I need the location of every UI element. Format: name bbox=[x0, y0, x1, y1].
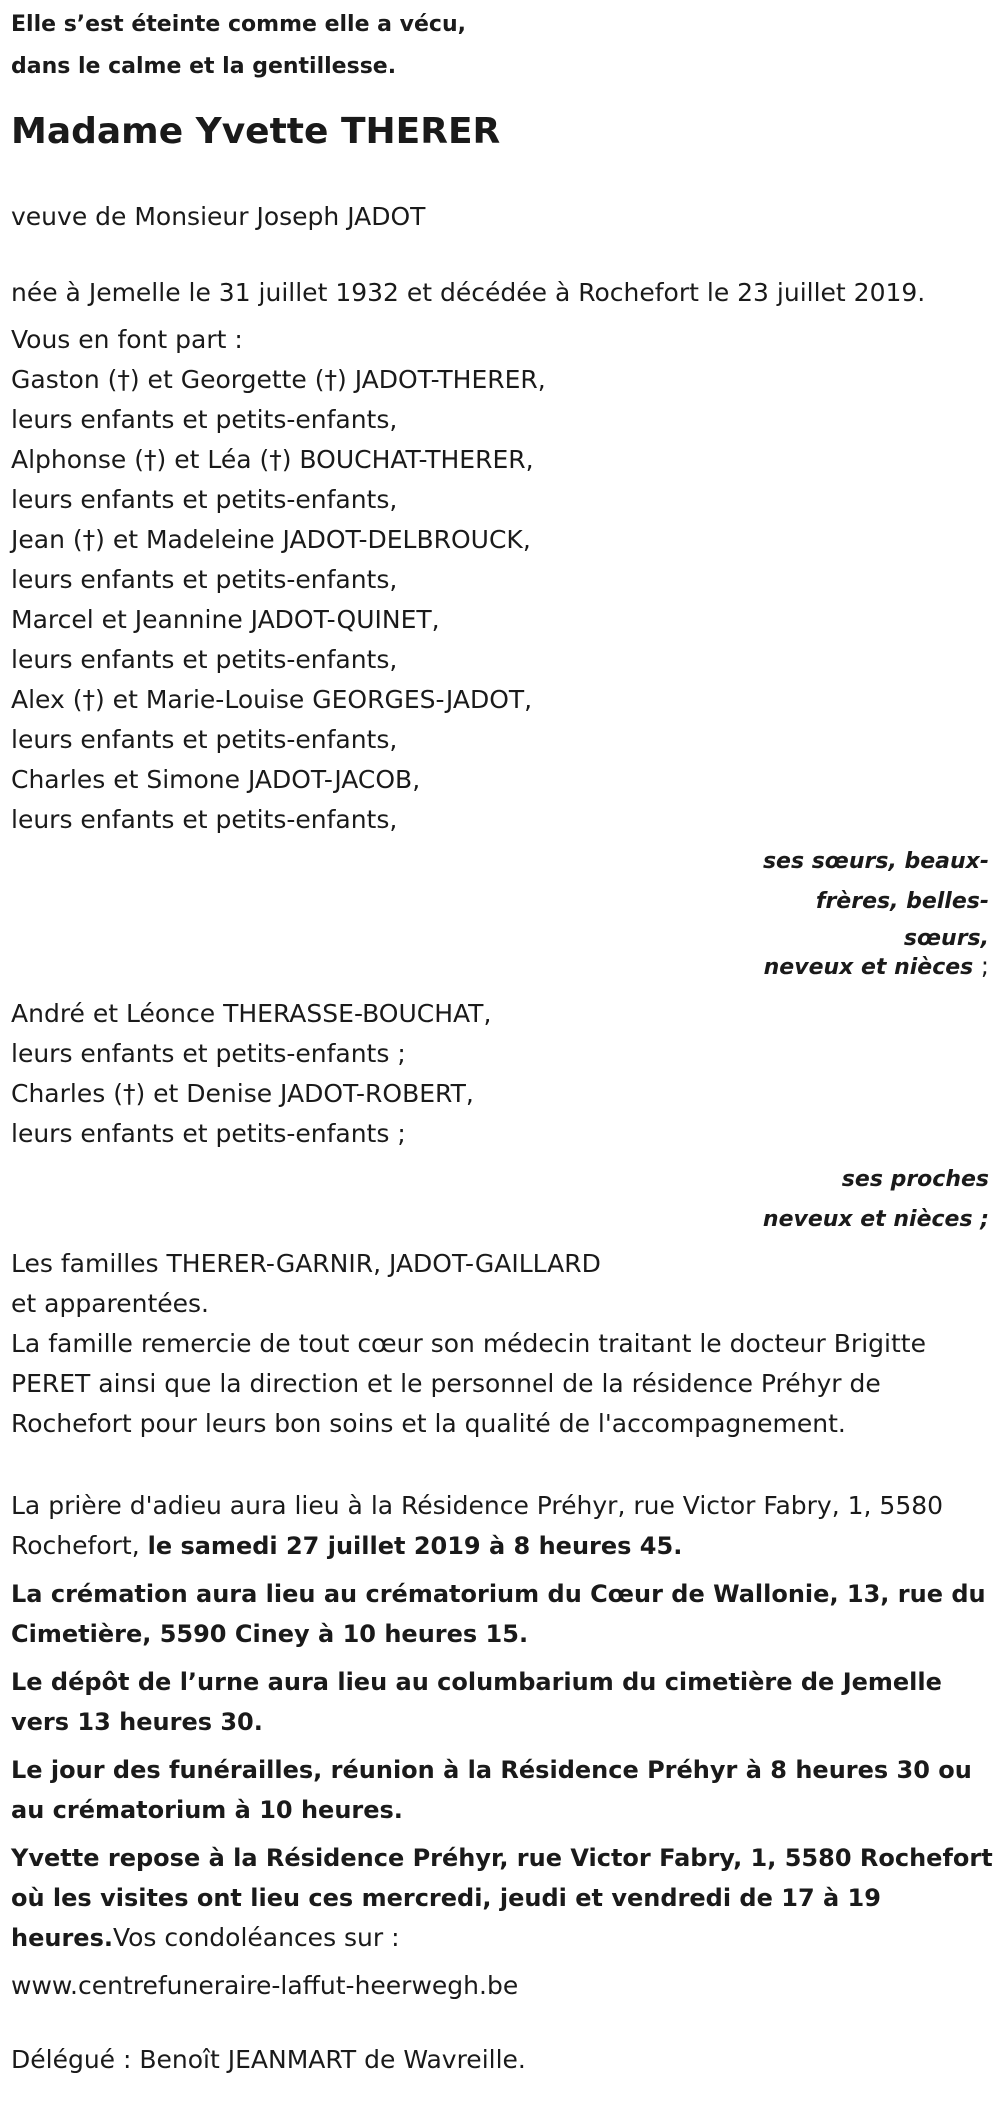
condolences-text: Vos condoléances sur : bbox=[112, 1923, 400, 1952]
relatives-list-2 bbox=[11, 994, 996, 1154]
relation-label-siblings bbox=[11, 842, 996, 984]
announce-line: Marcel et Jeannine JADOT-QUINET, bbox=[11, 605, 440, 634]
announce-line: Vous en font part : bbox=[11, 325, 243, 354]
intro-line-2: dans le calme et la gentillesse. bbox=[11, 54, 397, 79]
prayer-date: le samedi 27 juillet 2019 à 8 heures 45. bbox=[147, 1532, 683, 1560]
announce-line: leurs enfants et petits-enfants, bbox=[11, 485, 398, 514]
relatives-line: Charles (†) et Denise JADOT-ROBERT, bbox=[11, 1079, 474, 1108]
relation-punct: ; bbox=[973, 952, 989, 980]
meeting-paragraph: Le jour des funérailles, réunion à la Résidence Préhyr à 8 heures 30 ou au crématorium à 10 heures. bbox=[11, 1756, 972, 1824]
relation-line: ses proches bbox=[841, 1167, 989, 1192]
delegate-line: Délégué : Benoît JEANMART de Wavreille. bbox=[11, 2045, 526, 2074]
intro-line-1: Elle s’est éteinte comme elle a vécu, bbox=[11, 12, 466, 37]
announce-line: Alphonse (†) et Léa (†) BOUCHAT-THERER, bbox=[11, 445, 534, 474]
relation-line: sœurs, bbox=[903, 926, 989, 951]
urn-paragraph: Le dépôt de l’urne aura lieu au columbarium du cimetière de Jemelle vers 13 heures 30. bbox=[11, 1668, 942, 1736]
prayer-paragraph bbox=[11, 1486, 996, 1566]
announce-line: leurs enfants et petits-enfants, bbox=[11, 645, 398, 674]
families-line: Les familles THERER-GARNIR, JADOT-GAILLARD bbox=[11, 1249, 601, 1278]
relation-line: ses sœurs, beaux- bbox=[762, 849, 989, 874]
relatives-line: leurs enfants et petits-enfants ; bbox=[11, 1119, 406, 1148]
obituary-notice bbox=[11, 0, 996, 2080]
deceased-name: Madame Yvette THERER bbox=[11, 111, 501, 152]
relation-line bbox=[11, 950, 989, 984]
widow-of: veuve de Monsieur Joseph JADOT bbox=[11, 202, 426, 231]
relatives-line: André et Léonce THERASSE-BOUCHAT, bbox=[11, 999, 492, 1028]
announce-line: leurs enfants et petits-enfants, bbox=[11, 565, 398, 594]
announce-line: leurs enfants et petits-enfants, bbox=[11, 405, 398, 434]
prayer-text: La prière d'adieu aura lieu à la Résidence Préhyr, rue Victor Fabry, 1, 5580 Rochefort, bbox=[11, 1491, 944, 1560]
announce-line: Charles et Simone JADOT-JACOB, bbox=[11, 765, 421, 794]
announce-line: leurs enfants et petits-enfants, bbox=[11, 805, 398, 834]
relation-line: frères, belles- bbox=[815, 889, 989, 914]
relation-line: neveux et nièces ; bbox=[762, 1207, 989, 1232]
condolences-website-link[interactable]: www.centrefuneraire-laffut-heerwegh.be bbox=[11, 1971, 519, 2000]
relation-text: neveux et nièces bbox=[763, 955, 974, 980]
birth-death-line: née à Jemelle le 31 juillet 1932 et décédée à Rochefort le 23 juillet 2019. bbox=[11, 278, 926, 307]
cremation-paragraph: La crémation aura lieu au crématorium du Cœur de Wallonie, 13, rue du Cimetière, 5590 Ciney à 10 heures 15. bbox=[11, 1580, 986, 1648]
thanks-paragraph: La famille remercie de tout cœur son médecin traitant le docteur Brigitte PERET ainsi que la direction et le personnel de la résidence Préhyr de Rochefort pour leurs bon soins et la qualité de l'accompagnement. bbox=[11, 1329, 926, 1438]
announce-line: Gaston (†) et Georgette (†) JADOT-THERER, bbox=[11, 365, 546, 394]
announcement-list bbox=[11, 320, 996, 840]
families-list bbox=[11, 1244, 996, 1324]
rest-text: Yvette repose à la Résidence Préhyr, rue Victor Fabry, 1, 5580 Rochefort où les visites ont lieu ces mercredi, jeudi et vendredi de 17 à 19 heures. bbox=[11, 1844, 993, 1952]
relatives-line: leurs enfants et petits-enfants ; bbox=[11, 1039, 406, 1068]
announce-line: Alex (†) et Marie-Louise GEORGES-JADOT, bbox=[11, 685, 533, 714]
families-line: et apparentées. bbox=[11, 1289, 209, 1318]
relation-label-close bbox=[11, 1160, 996, 1240]
announce-line: Jean (†) et Madeleine JADOT-DELBROUCK, bbox=[11, 525, 531, 554]
announce-line: leurs enfants et petits-enfants, bbox=[11, 725, 398, 754]
rest-paragraph bbox=[11, 1838, 996, 1958]
